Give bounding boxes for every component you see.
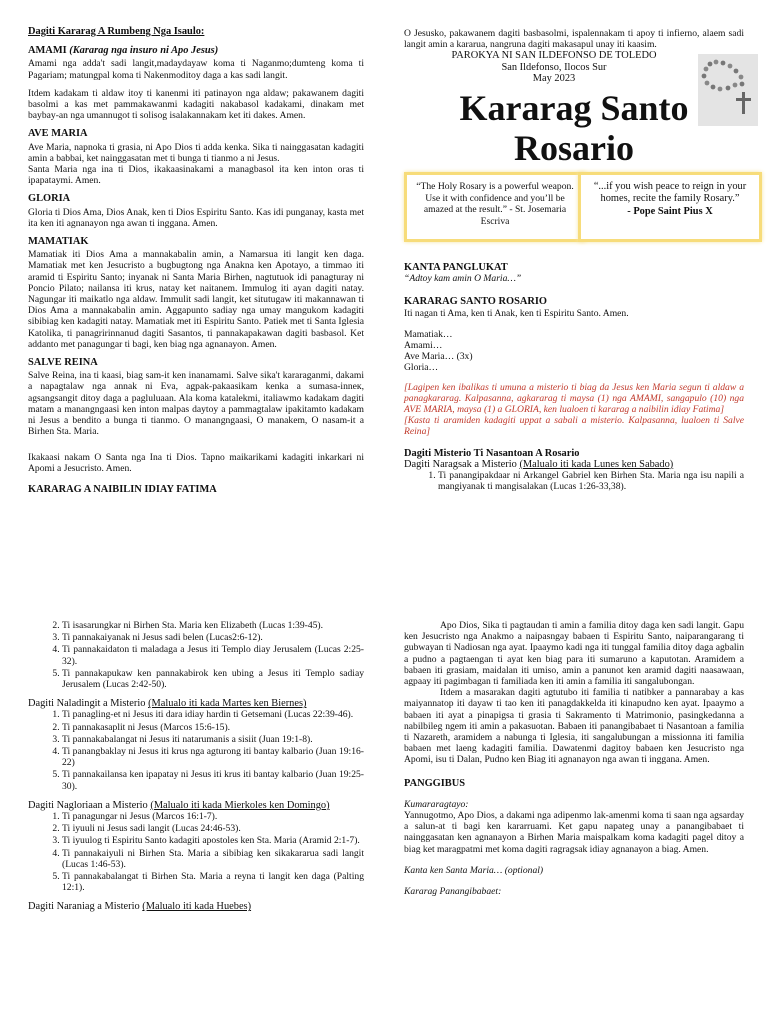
quote-pius-author: - Pope Saint Pius X [627,205,713,217]
opening-prayer-item: Mamatiak… [404,328,453,340]
list-item: 1. Ti panagungar ni Jesus (Marcos 16:1-7). [62,811,364,822]
instruction-note-1: [Lagipen ken ibalikas ti umuna a misterio ti biag da Jesus ken Maria segun ti aldaw a panagkararag. Kalpasanna, agkararag ti maysa (1) nga AMAMI, sangapulo (10) nga AVE MARIA, maysa (1) a GLORIA, ken lualoen ti kararag a naibilin idiay Fatima] [404,381,744,416]
mamatiak-text: Mamatiak iti Dios Ama a mannakabalin amin, a Namarsua iti langit ken daga. Mamatiak met ken Jesucristo a bugbugtong nga Anakna ken Apotayo, a timmao iti aramid ti Espiritu Santo; inyanak ni Santa Maria Birhen, nagtutuok idi panagturay ni Poncio Pilato; nailansa iti krus, natay ket naitanem. Immulog iti ayan dagiti natay. Nagungar iti maikatlo nga aldaw. Immulit sadi langit, ket situtugaw iti makannawan ti Dios Ama a mannakabalin amin. Aggapunto sadiay nga umay mangukom kadagiti sibibiag ken kadagiti natay. Mamatiak met iti Espiritu Santo. Patiek met ti Santa Iglesia Katolika, ti panagririnnanud dagiti Sasantos, ti pannakapakawan dagiti basbasol. Ket addanto met panagungar ti bagi, ken biag nga agnanayon. Amen. [28,249,364,350]
kanta-panglukat-line: “Adtoy kam amin O Maria…” [404,273,522,285]
naladingit-heading: Dagiti Naladingit a Misterio (Malualo iti kada Martes ken Biernes) [28,698,307,710]
prayers-title: Dagiti Kararag A Rumbeng Nga Isaulo: [28,26,205,37]
naragsak-schedule: (Malualo iti kada Lunes ken Sabado) [519,458,674,470]
left-top-column [28,24,364,497]
naragsak-heading: Dagiti Naragsak a Misterio (Malualo iti kada Lunes ken Sabado) [404,458,674,470]
parish-place: San Ildefonso, Ilocos Sur [501,61,607,73]
instruction-note-2: [Kasta ti aramiden kadagiti uppat a sabali a misterio. Kalpasanna, lualoen ti Salve Reina] [404,415,744,438]
naragsak-list-rest [28,620,364,690]
naraniag-schedule: (Malualo iti kada Huebes) [142,901,252,913]
fatima-heading: KARARAG A NAIBILIN IDIAY FATIMA [28,483,217,495]
quote-pius-text: “...if you wish peace to reign in your homes, recite the family Rosary.” [593,181,747,205]
sign-of-cross-line: Iti nagan ti Ama, ken ti Anak, ken ti Espiritu Santo. Amen. [404,307,629,319]
nagloriaan-list [28,811,364,893]
nagloriaan-schedule: (Malualo iti kada Mierkoles ken Domingo) [150,799,330,811]
booklet-title-line1: Kararag Santo [459,88,689,129]
kararag-panangibabaet-label: Kararag Panangibabaet: [404,886,502,898]
salve-reina-text-2: Ikakaasi nakam O Santa nga Ina ti Dios. Tapno maikarikami kadagiti inkarkari ni Apomi a Jesucristo. Amen. [28,451,364,474]
naragsak-list-start [404,470,744,492]
naladingit-list [28,709,364,791]
list-item: 2. Ti pannakasaplit ni Jesus (Marcos 15:6-15). [62,722,364,733]
amami-heading: AMAMI (Kararag nga insuro ni Apo Jesus) [28,45,219,57]
amami-text-2: Itdem kadakam ti aldaw itoy ti kanenmi iti patinayon nga aldaw; pakawanem dagiti basolmi a kas met pammakawanmi kadagiti nakabasol kadakami, dinakam met baybay-an nga umannugot ti solisog isalakannakam ket iti dakes. Amen. [28,87,364,122]
left-bottom-column [28,620,364,913]
list-item: 4. Ti pannakaiyuli ni Birhen Sta. Maria a sibibiag ken sikakararua sadi langit (Lucas 1:46-53). [62,848,364,870]
list-item: 1. Ti panagling-et ni Jesus iti dara idiay hardin ti Getsemani (Lucas 22:39-46). [62,709,364,720]
gloria-text: Gloria ti Dios Ama, Dios Anak, ken ti Dios Espiritu Santo. Kas idi punganay, kasta met ita ken iti agnanayon nga awan ti inggana. Amen. [28,206,364,229]
parish-name: PAROKYA NI SAN ILDEFONSO DE TOLEDO [451,50,657,62]
family-prayer-text-1: Apo Dios, Sika ti pagtaudan ti amin a familia ditoy daga ken sadi langit. Gapu ken Jesucristo nga Anakmo a naipasngay babaen ti Espiritu Santo, naiparangarang ti gubwayan ti Nadiosan nga ayat. Ipaaymo kadi nga iti tunggal familia ditoy daga agbalin a pudno a pagtaengan ti ayat ken biag para iti sumaruno a kaputotan. Aramidem a babaen iti grasiam, maidalan iti umiso, amin a panunot ken aramid dagiti naasawaan, agpaay iti pagimbagan ti familiada ken iti amin a familia iti sangalubongan. [404,620,744,688]
opening-prayer-item: Amami… [404,340,443,352]
list-item: 5. Ti pannakapukaw ken pannakabirok ken ubing a Jesus iti Templo sadiay Jerusalem (Lucas 2:42-50). [62,668,364,690]
kanta-optional-line: Kanta ken Santa Maria… (optional) [404,864,544,876]
fatima-prayer-text: O Jesusko, pakawanem dagiti basbasolmi, ispalennakam ti apoy ti infierno, alaem sadi langit amin a kararua, nangruna dagiti makasapul unay iti kaasim. [404,28,744,51]
booklet-date: May 2023 [532,72,576,84]
amami-text-1: Amami nga adda't sadi langit,madaydayaw koma ti Naganmo;dumteng koma ti Pagariam; matungpal koma ti Nakenmoditoy daga a kas sadi langit. [28,58,364,81]
gloria-heading: GLORIA [28,193,71,205]
opening-prayers-list [404,329,744,374]
right-top-column [404,28,744,168]
list-item: 3. Ti iyuulog ti Espiritu Santo kadagiti apostoles ken Sta. Maria (Aramid 2:1-7). [62,835,364,846]
ave-maria-text-2: Santa Maria nga ina ti Dios, ikakaasinakami a managbasol ita ken inton oras ti ipapataymi. Amen. [28,164,364,187]
booklet-title-line2: Rosario [514,128,634,169]
family-prayer-text-2: Itdem a masarakan dagiti agtutubo iti familia ti natibker a pannarabay a kas maiyannatop iti dayaw ti tao ken iti panagdakkelda iti kinapudno ken ayat. Ipaaymo a babaen iti ayat a pinapigsa ti grasia ti Sakramento ti Matrimonio, pasingkedanna a nabilbileg ngem iti amin a pakasuotan. Babaen iti panangibabaet ti Nasantoan a familia ti Nazareth, aramidem a nabunga ti Iglesia, iti sangalubungan a missionna iti familia babaen met laeng kadagiti familia. Dawatenmi dagitoy babaen ken Jesucristo nga Apomi, isu ti Dalan, Pudno ken Biag iti agnanayon nga awan ti inggana. Amen. [404,687,744,766]
ave-maria-heading: AVE MARIA [28,128,88,140]
list-item: 2. Ti iyuuli ni Jesus sadi langit (Lucas 24:46-53). [62,823,364,834]
list-item: 3. Ti pannakaiyanak ni Jesus sadi belen (Lucas2:6-12). [62,632,364,643]
list-item: 5. Ti pannakabalangat ti Birhen Sta. Maria a reyna ti langit ken daga (Palting 12:1). [62,871,364,893]
right-bottom-column [404,620,744,897]
list-item: 1. Ti panangipakdaar ni Arkangel Gabriel ken Birhen Sta. Maria nga isu napili a mangiyanak ti mangisalakan (Lucas 1:26-33,38). [438,470,744,492]
naraniag-heading: Dagiti Naraniag a Misterio (Malualo iti kada Huebes) [28,901,252,913]
opening-prayer-item: Gloria… [404,362,439,374]
ave-maria-text-1: Ave Maria, napnoka ti grasia, ni Apo Dios ti adda kenka. Sika ti nainggasatan kadagiti amin a babbai, ket nainggasatan met ti bunga ti tianmo a ni Jesus. [28,141,364,164]
list-item: 5. Ti pannakailansa ken ipapatay ni Jesus iti krus iti bantay kalbario (Juan 19:25-30). [62,769,364,791]
naladingit-schedule: (Malualo iti kada Martes ken Biernes) [148,698,307,710]
salve-reina-heading: SALVE REINA [28,357,98,369]
closing-prayer-text: Yannugotmo, Apo Dios, a dakami nga adipenmo lak-amenmi koma ti saan nga agsarday a salun-at ti bagi ken kararruami. Ket gapu napateg unay a panangibabaet ti nainggasatan ken agnanayon a Birhen Maria maispalkam koma kadagiti pagel ditoy a biag ket maragpatmi met koma dagiti ragragsak idiay agnanayon a biag. Amen. [404,810,744,855]
rosary-image [698,54,758,126]
quote-escriva-text: “The Holy Rosary is a powerful weapon. Use it with confidence and you’ll be amazed at the result.” - St. Josemaria Escriva [416,181,574,227]
list-item: 4. Ti pannakaidaton ti maladaga a Jesus iti Templo diay Jerusalem (Lucas 2:25-32). [62,644,364,666]
nagloriaan-heading: Dagiti Nagloriaan a Misterio (Malualo iti kada Mierkoles ken Domingo) [28,799,330,811]
kanta-panglukat-heading: KANTA PANGLUKAT [404,262,508,273]
salve-reina-text-1: Salve Reina, ina ti kaasi, biag sam-it ken inanamami. Salve sika't kararaganmi, dakami a napagtalaw nga annak ni Eva, agpak-pakaasikam kenka a sumasa-inneк, agsangsangit ditoy daga a pagluluaan. Ala koma katalekmi, italiawmo kadakam dagiti matam a manangngaasi ken inton malpas daytoy a pammagtalaw ipakitamto kadakam ni Jesus a bendito a bunga ti tianmo. O manangngaasi, O manakem, O nasam-it a Birhen Sta. Maria. [28,370,364,438]
right-middle-column [404,262,744,500]
list-item: 3. Ti pannakabalangat ni Jesus iti natarumanis a sisiit (Juan 19:1-8). [62,734,364,745]
quote-box-pius [578,172,762,242]
amami-subheading: (Kararag nga insuro ni Apo Jesus) [69,45,219,57]
misterio-heading: Dagiti Misterio Ti Nasantoan A Rosario [404,447,580,459]
mamatiak-heading: MAMATIAK [28,236,89,248]
list-item: 4. Ti panangbaklay ni Jesus iti krus nga agturong iti bantay kalbario (Juan 19:16-22) [62,746,364,768]
opening-prayer-item: Ave Maria… (3x) [404,351,473,363]
quote-box-escriva [404,172,586,242]
list-item: 2. Ti isasarungkar ni Birhen Sta. Maria ken Elizabeth (Lucas 1:39-45). [62,620,364,631]
panggibus-heading: PANGGIBUS [404,777,466,789]
kumararagtayo-label: Kumararagtayo: [404,798,469,810]
kararag-santo-rosario-heading: KARARAG SANTO ROSARIO [404,296,547,308]
